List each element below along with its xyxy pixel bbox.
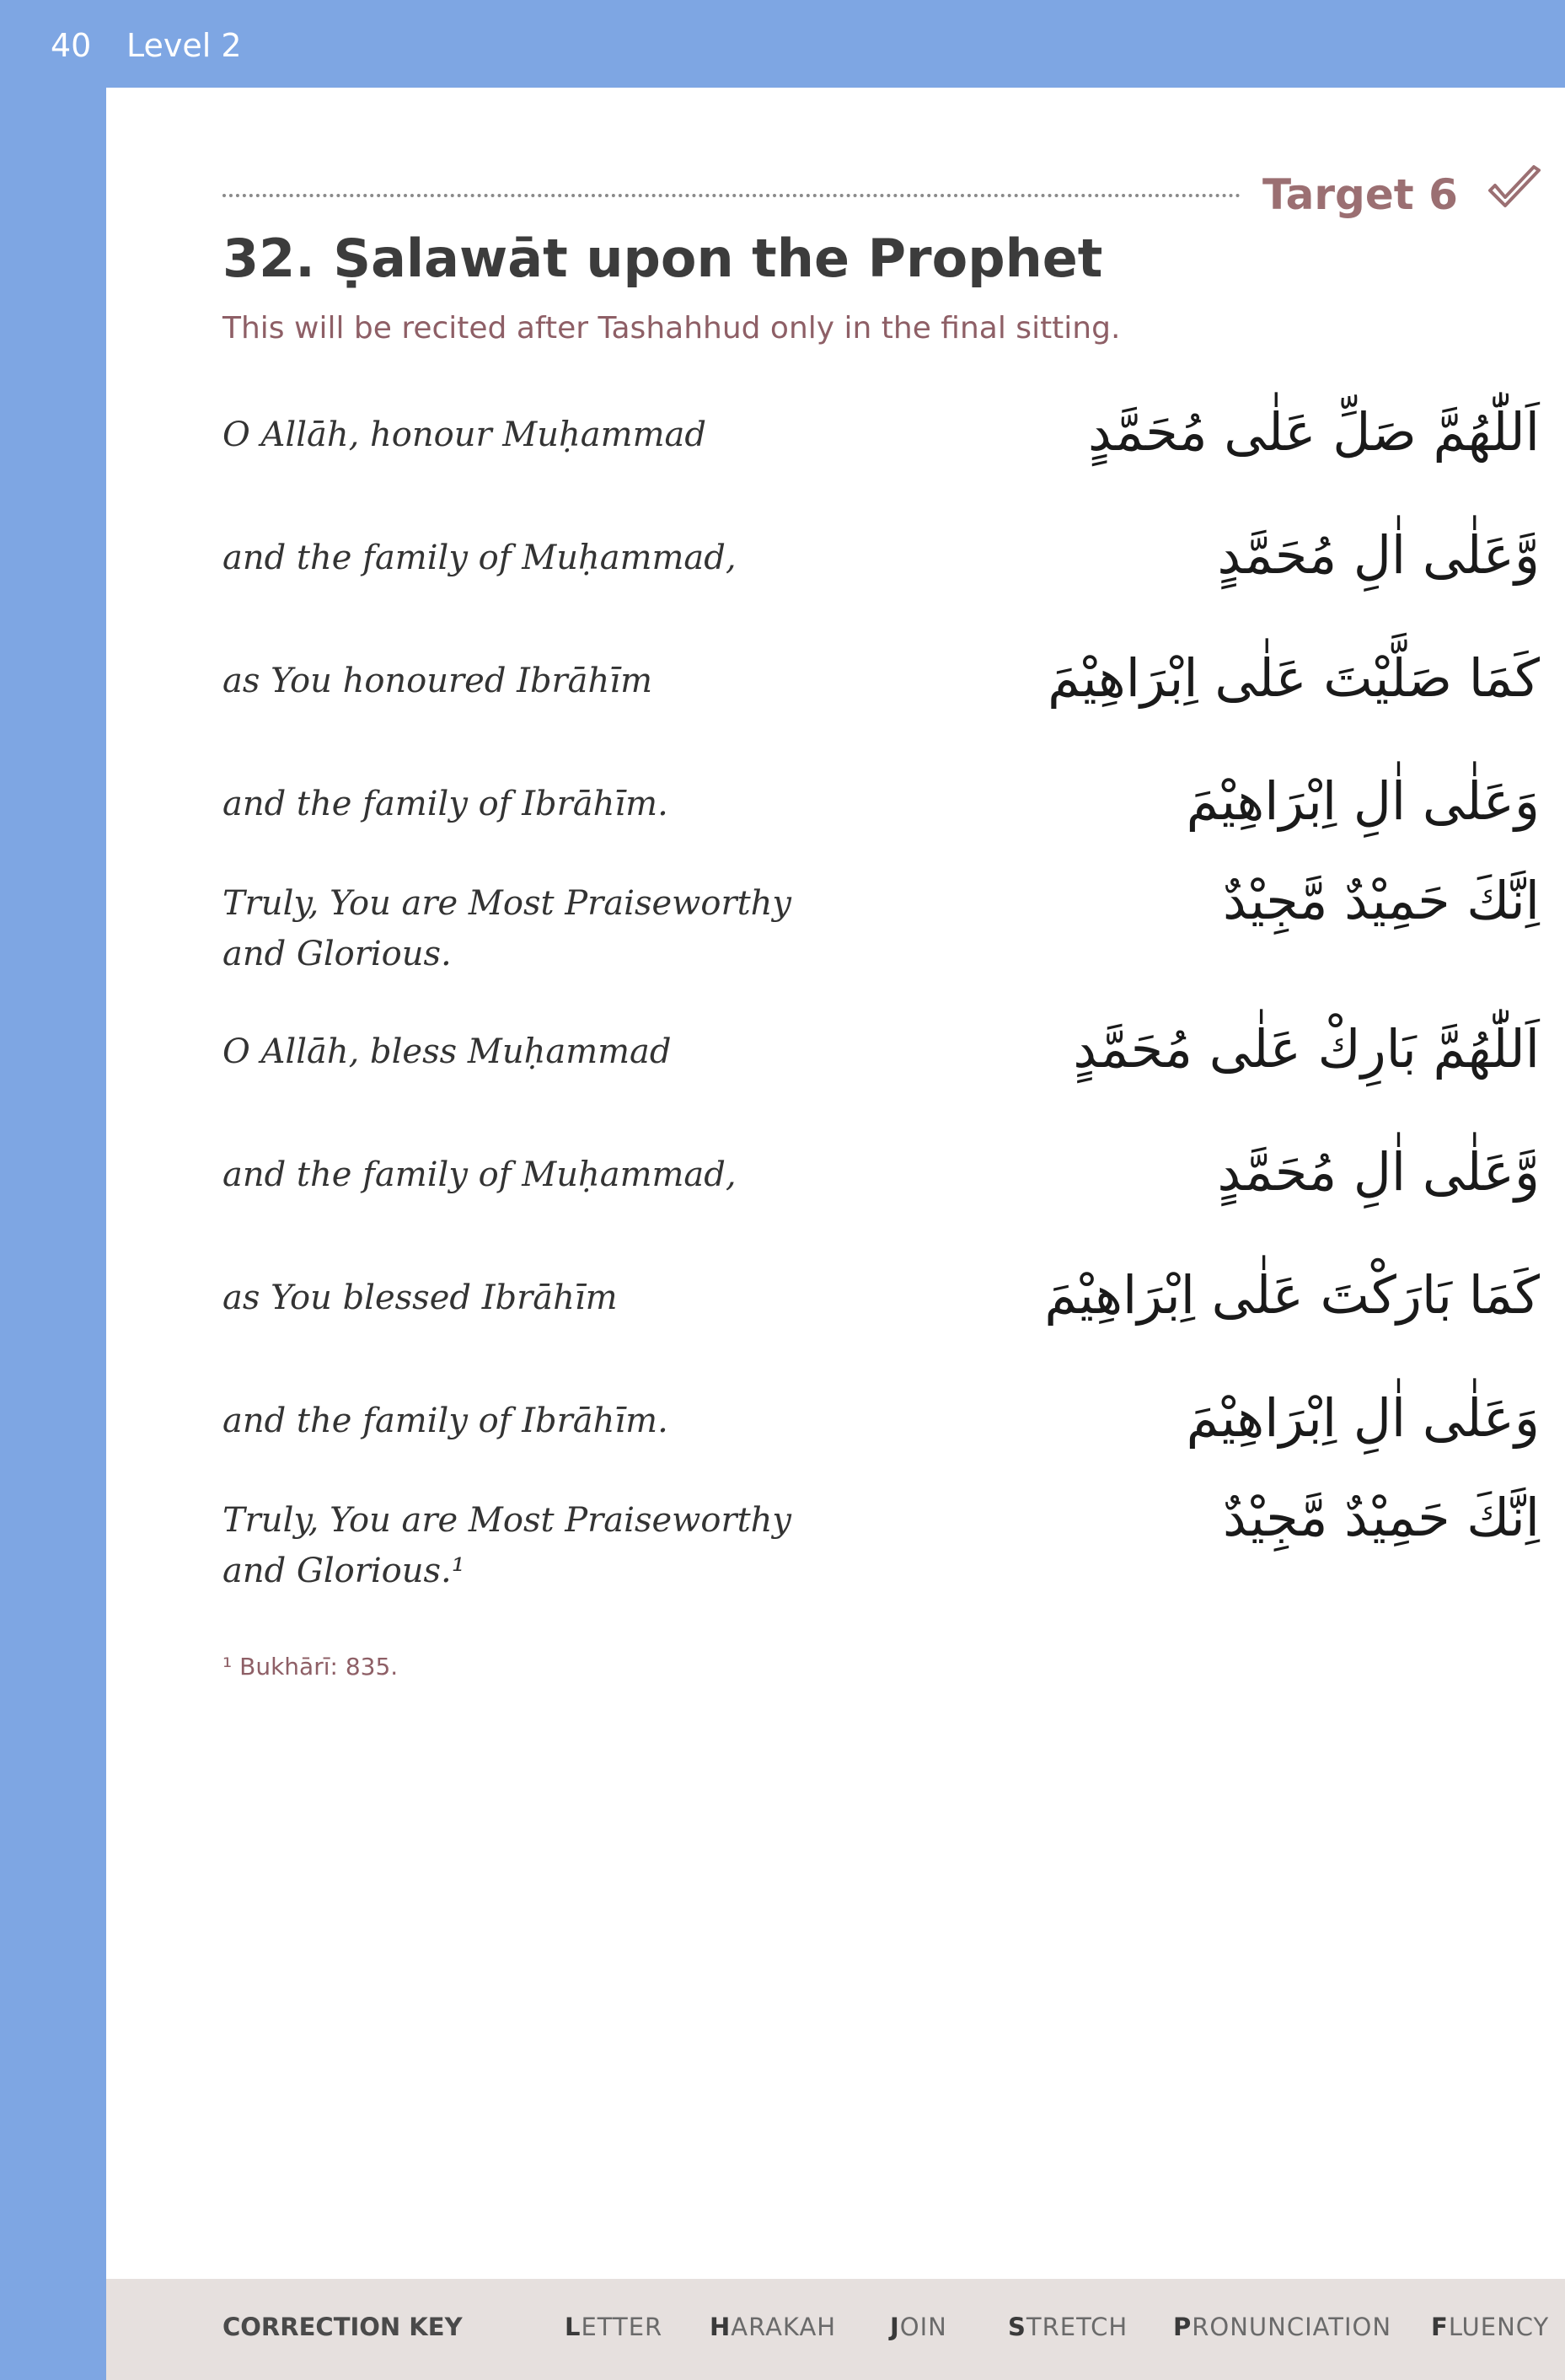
english-text: as You honoured Ibrāhīm xyxy=(222,662,652,700)
verse-line xyxy=(106,401,1565,528)
arabic-text: وَعَلٰى اٰلِ اِبْرَاهِيْمَ xyxy=(1186,1387,1540,1449)
key-join: JOIN xyxy=(890,2313,947,2341)
english-text: and the family of Muḥammad, xyxy=(222,1155,737,1194)
english-text: and the family of Muḥammad, xyxy=(222,539,737,577)
page-number: 40 xyxy=(51,27,92,64)
english-text: Truly, You are Most Praiseworthy and Glorious.¹ xyxy=(222,1501,792,1590)
arabic-text: وَّعَلٰى اٰلِ مُحَمَّدٍ xyxy=(1217,524,1540,586)
arabic-text: اَللّٰهُمَّ صَلِّ عَلٰى مُحَمَّدٍ xyxy=(1087,401,1540,463)
key-letter: LETTER xyxy=(565,2313,663,2341)
arabic-text: وَعَلٰى اٰلِ اِبْرَاهِيْمَ xyxy=(1186,770,1540,832)
verse-line xyxy=(106,1018,1565,1144)
arabic-text: اِنَّكَ حَمِيْدٌ مَّجِيْدٌ xyxy=(1222,870,1540,931)
correction-key-label: CORRECTION KEY xyxy=(222,2313,463,2341)
level-label: Level 2 xyxy=(126,27,242,64)
arabic-text: كَمَا بَارَكْتَ عَلٰى اِبْرَاهِيْمَ xyxy=(1044,1264,1540,1326)
footnote: ¹ Bukhārī: 835. xyxy=(222,1653,399,1680)
verse-line xyxy=(106,870,1565,996)
english-text: O Allāh, honour Muḥammad xyxy=(222,415,706,454)
english-text: and the family of Ibrāhīm. xyxy=(222,1402,668,1440)
verse-line xyxy=(106,647,1565,774)
content-sheet xyxy=(106,88,1565,2372)
arabic-text: كَمَا صَلَّيْتَ عَلٰى اِبْرَاهِيْمَ xyxy=(1048,647,1540,709)
english-text: O Allāh, bless Muḥammad xyxy=(222,1032,672,1071)
target-label: Target 6 xyxy=(1262,170,1458,219)
arabic-text: وَّعَلٰى اٰلِ مُحَمَّدٍ xyxy=(1217,1141,1540,1203)
section-subtitle: This will be recited after Tashahhud only in the final sitting. xyxy=(222,311,1121,346)
section-title: 32. Ṣalawāt upon the Prophet xyxy=(222,228,1103,289)
correction-key-bar xyxy=(106,2279,1565,2380)
page-header xyxy=(0,0,1565,88)
english-text: as You blessed Ibrāhīm xyxy=(222,1278,618,1317)
arabic-text: اِنَّكَ حَمِيْدٌ مَّجِيْدٌ xyxy=(1222,1487,1540,1548)
checkmark-icon xyxy=(1485,163,1544,214)
key-stretch: STRETCH xyxy=(1008,2313,1128,2341)
verse-line xyxy=(106,524,1565,651)
key-pronunciation: PRONUNCIATION xyxy=(1173,2313,1392,2341)
verse-line xyxy=(106,1141,1565,1268)
key-fluency: FLUENCY xyxy=(1431,2313,1550,2341)
dotted-divider xyxy=(222,194,1241,197)
verse-line xyxy=(106,1487,1565,1613)
key-harakah: HARAKAH xyxy=(710,2313,837,2341)
english-text: and the family of Ibrāhīm. xyxy=(222,785,668,823)
verse-line xyxy=(106,1264,1565,1391)
arabic-text: اَللّٰهُمَّ بَارِكْ عَلٰى مُحَمَّدٍ xyxy=(1073,1018,1540,1080)
english-text: Truly, You are Most Praiseworthy and Glorious. xyxy=(222,884,792,973)
